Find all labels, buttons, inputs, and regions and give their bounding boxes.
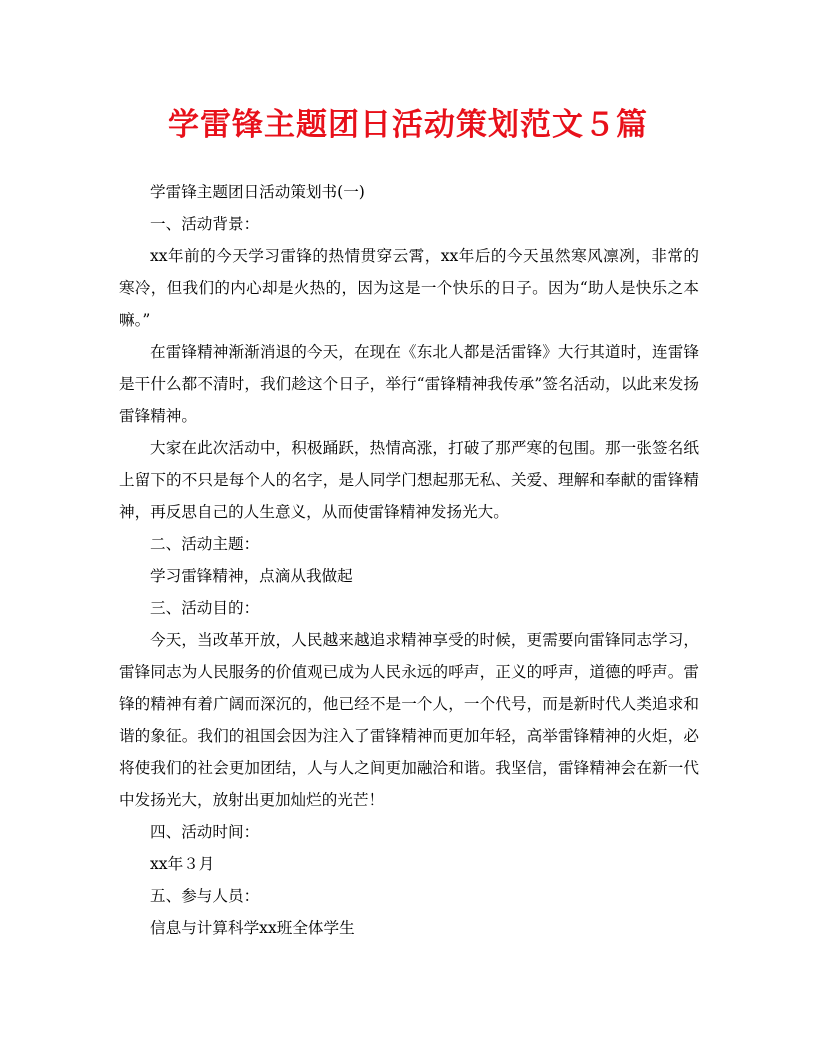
paragraph-background-3: 大家在此次活动中，积极踊跃，热情高涨，打破了那严寒的包围。那一张签名纸上留下的不只是每个人的名字，是人同学门想起那无私、关爱、理解和奉献的雷锋精神，再反思自己的人生意义，从而使雷锋精神发扬光大。 bbox=[119, 439, 699, 521]
heading-participants: 五、参与人员： bbox=[150, 887, 260, 905]
document-title: 学雷锋主题团日活动策划范文５篇 bbox=[168, 107, 648, 143]
paragraph-theme: 学习雷锋精神，点滴从我做起 bbox=[150, 567, 353, 585]
heading-time: 四、活动时间： bbox=[150, 823, 260, 841]
document-body bbox=[119, 176, 699, 944]
paragraph-participants: 信息与计算科学xx班全体学生 bbox=[150, 919, 355, 937]
heading-theme: 二、活动主题： bbox=[150, 535, 260, 553]
paragraph-time: xx年３月 bbox=[150, 855, 215, 873]
paragraph-background-1: xx年前的今天学习雷锋的热情贯穿云霄，xx年后的今天虽然寒风凛冽，非常的寒冷，但我们的内心却是火热的，因为这是一个快乐的日子。因为“助人是快乐之本嘛。” bbox=[119, 247, 699, 329]
heading-background: 一、活动背景： bbox=[150, 215, 260, 233]
paragraph-purpose: 今天，当改革开放，人民越来越追求精神享受的时候，更需要向雷锋同志学习，雷锋同志为人民服务的价值观已成为人民永远的呼声，正义的呼声，道德的呼声。雷锋的精神有着广阔而深沉的，他已经不是一个人，一个代号，而是新时代人类追求和谐的象征。我们的祖国会因为注入了雷锋精神而更加年轻，高举雷锋精神的火炬，必将使我们的社会更加团结，人与人之间更加融洽和谐。我坚信，雷锋精神会在新一代中发扬光大，放射出更加灿烂的光芒！ bbox=[119, 631, 699, 809]
section-subtitle: 学雷锋主题团日活动策划书(一) bbox=[150, 183, 365, 201]
heading-purpose: 三、活动目的： bbox=[150, 599, 260, 617]
paragraph-background-2: 在雷锋精神渐渐消退的今天，在现在《东北人都是活雷锋》大行其道时，连雷锋是干什么都不清时，我们趁这个日子，举行“雷锋精神我传承”签名活动，以此来发扬雷锋精神。 bbox=[119, 343, 699, 425]
